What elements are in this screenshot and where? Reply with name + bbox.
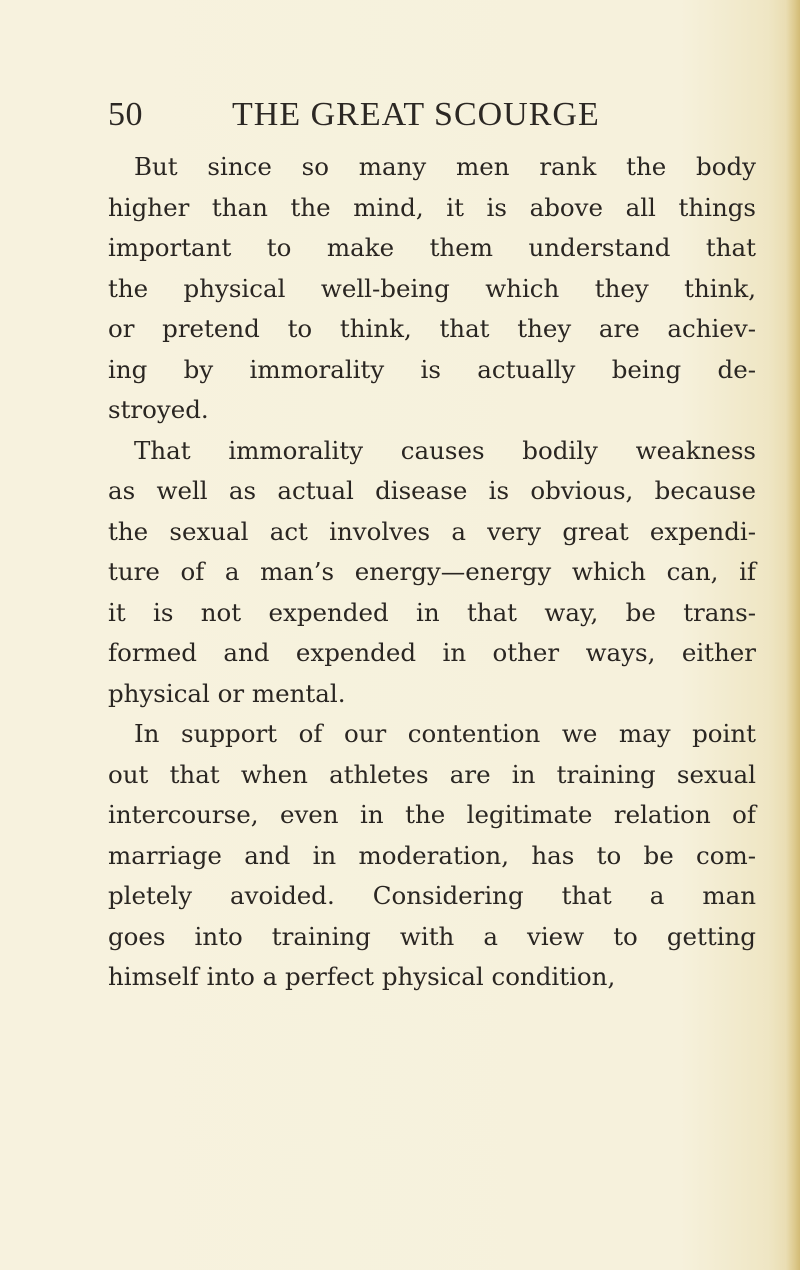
text-line: the sexual act involves a very great expendi- <box>108 516 756 546</box>
text-line: formed and expended in other ways, either <box>108 638 756 667</box>
body-text <box>108 147 756 998</box>
text-line: But since so many men rank the body <box>134 152 756 181</box>
text-line: ture of a man’s energy—energy which can, if <box>108 557 756 586</box>
text-line: goes into training with a view to getting <box>108 921 756 951</box>
text-line: That immorality causes bodily weakness <box>134 435 756 465</box>
text-line: important to make them understand that <box>108 233 756 262</box>
text-line: it is not expended in that way, be trans- <box>108 597 756 627</box>
page-header <box>0 96 800 140</box>
text-line: as well as actual disease is obvious, because <box>108 476 756 505</box>
text-line: higher than the mind, it is above all things <box>108 192 756 222</box>
text-line: out that when athletes are in training sexual <box>108 759 756 789</box>
page-edge-shadow <box>786 0 800 1270</box>
text-line: ing by immorality is actually being de- <box>108 354 756 384</box>
paragraph-1 <box>108 147 756 431</box>
text-line: marriage and in moderation, has to be com- <box>108 840 756 870</box>
text-line: intercourse, even in the legitimate relation of <box>108 800 756 829</box>
text-line: stroyed. <box>108 395 209 424</box>
text-line: or pretend to think, that they are achiev- <box>108 314 756 343</box>
text-line: pletely avoided. Considering that a man <box>108 881 756 910</box>
text-line: physical or mental. <box>108 678 346 708</box>
text-line: himself into a perfect physical condition, <box>108 962 616 991</box>
running-title: THE GREAT SCOURGE <box>232 96 600 133</box>
text-line: In support of our contention we may point <box>134 719 756 748</box>
paragraph-2 <box>108 431 756 715</box>
text-line: the physical well-being which they think, <box>108 273 756 303</box>
paragraph-3 <box>108 714 756 998</box>
page-number: 50 <box>108 96 143 133</box>
